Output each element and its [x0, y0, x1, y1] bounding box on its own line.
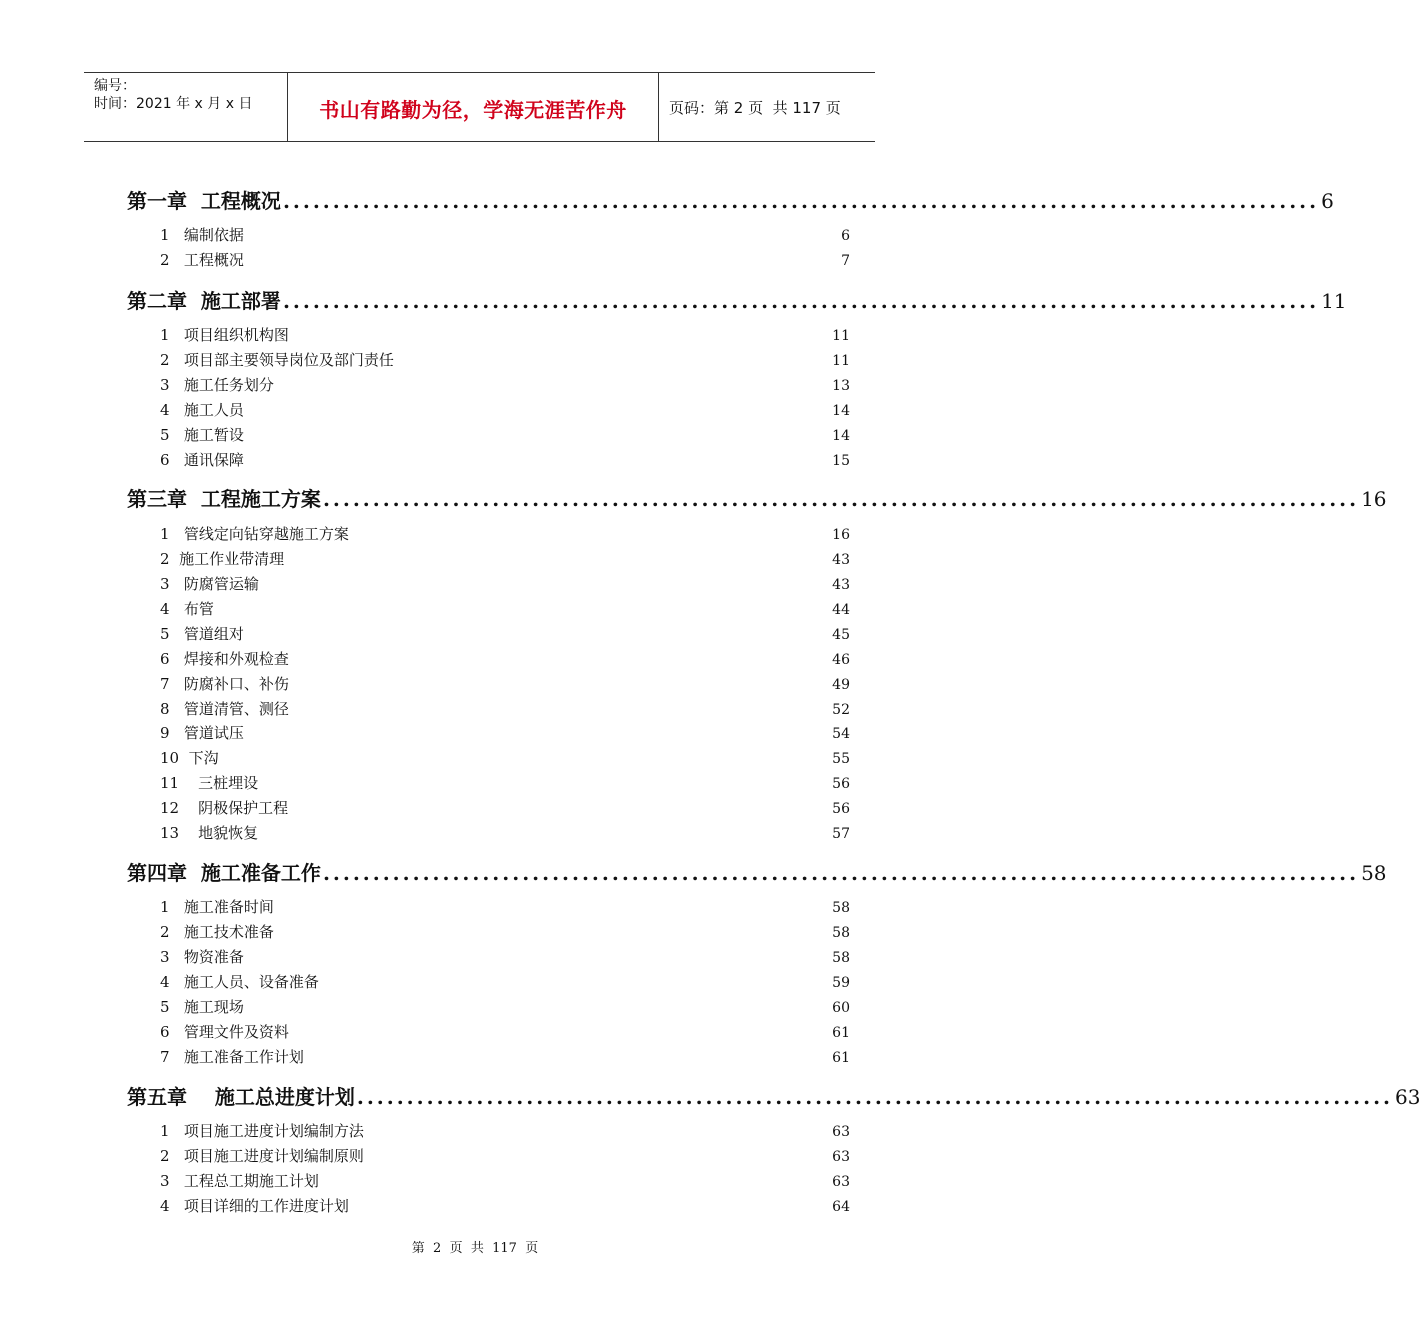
- toc-chapter-title: 第五章 施工总进度计划: [127, 1085, 355, 1109]
- toc-chapter-page: 6: [1321, 189, 1334, 213]
- toc-entry-title: 3 物资准备: [160, 948, 244, 966]
- toc-entry[interactable]: [160, 673, 850, 693]
- toc-entry-page: 58: [832, 950, 850, 966]
- toc-entry-page: 14: [832, 428, 850, 444]
- toc-entry-page: 49: [832, 677, 850, 693]
- toc-entry-page: 11: [832, 328, 850, 344]
- toc-entry[interactable]: [160, 1046, 850, 1066]
- header-page-cell: [659, 73, 875, 141]
- toc-entry[interactable]: [160, 797, 850, 817]
- toc-chapter[interactable]: [127, 1081, 1420, 1109]
- toc-entry[interactable]: [160, 896, 850, 916]
- toc-entry-page: 58: [832, 925, 850, 941]
- toc-entry[interactable]: [160, 623, 850, 643]
- toc-entry[interactable]: [160, 573, 850, 593]
- document-time-label: 时间：2021 年 x 月 x 日: [94, 96, 253, 112]
- toc-entry[interactable]: [160, 1195, 850, 1215]
- toc-entry-page: 57: [832, 826, 850, 842]
- toc-chapter-title: 第一章 工程概况: [127, 189, 281, 213]
- header-page-label: 页码：第 2 页 共 117 页: [669, 98, 841, 117]
- toc-entry-page: 16: [832, 527, 850, 543]
- toc-entry-page: 54: [832, 726, 850, 742]
- toc-chapter[interactable]: [127, 185, 1334, 213]
- dot-leader: ........................................................................................................: [322, 861, 1360, 885]
- toc-entry[interactable]: [160, 399, 850, 419]
- toc-entry[interactable]: [160, 449, 850, 469]
- toc-entry-page: 61: [832, 1050, 850, 1066]
- toc-entry-title: 13 地貌恢复: [160, 824, 259, 842]
- toc-entry-title: 4 施工人员: [160, 401, 244, 419]
- toc-entry-page: 7: [841, 253, 850, 269]
- header-meta: [84, 73, 287, 141]
- toc-entry-page: 11: [832, 353, 850, 369]
- toc-entry-title: 5 施工暂设: [160, 426, 244, 444]
- toc-entry-page: 6: [841, 228, 850, 244]
- toc-entry[interactable]: [160, 224, 850, 244]
- toc-entry-page: 63: [832, 1124, 850, 1140]
- toc-entry[interactable]: [160, 349, 850, 369]
- toc-chapter-title: 第二章 施工部署: [127, 289, 281, 313]
- toc-entry[interactable]: [160, 772, 850, 792]
- toc-entry-title: 1 编制依据: [160, 226, 244, 244]
- toc-entry-page: 56: [832, 801, 850, 817]
- toc-entry[interactable]: [160, 324, 850, 344]
- toc-entry-title: 1 管线定向钻穿越施工方案: [160, 525, 349, 543]
- toc-entry-page: 44: [832, 602, 850, 618]
- toc-entry-page: 13: [832, 378, 850, 394]
- toc-entry-title: 1 项目组织机构图: [160, 326, 289, 344]
- toc-entry[interactable]: [160, 698, 850, 718]
- header-motto-cell: [287, 73, 659, 141]
- toc-entry-title: 2 施工作业带清理: [160, 550, 285, 568]
- toc-chapter[interactable]: [127, 285, 1347, 313]
- dot-leader: ........................................................................................................: [322, 487, 1360, 511]
- toc-chapter-page: 16: [1361, 487, 1387, 511]
- document-number-label: 编号：: [94, 78, 136, 94]
- toc-entry[interactable]: [160, 1120, 850, 1140]
- toc-entry[interactable]: [160, 1145, 850, 1165]
- toc-entry-page: 60: [832, 1000, 850, 1016]
- toc-entry[interactable]: [160, 921, 850, 941]
- toc-entry[interactable]: [160, 548, 850, 568]
- toc-entry-title: 7 防腐补口、补伤: [160, 675, 289, 693]
- toc-entry-title: 6 焊接和外观检查: [160, 650, 289, 668]
- dot-leader: ........................................................................................................: [356, 1085, 1393, 1109]
- toc-entry[interactable]: [160, 722, 850, 742]
- toc-entry[interactable]: [160, 648, 850, 668]
- toc-entry[interactable]: [160, 598, 850, 618]
- toc-entry-page: 59: [832, 975, 850, 991]
- toc-entry[interactable]: [160, 747, 850, 767]
- toc-chapter-page: 63: [1395, 1085, 1420, 1109]
- toc-entry-page: 52: [832, 702, 850, 718]
- toc-entry-title: 5 管道组对: [160, 625, 244, 643]
- toc-chapter-title: 第四章 施工准备工作: [127, 861, 321, 885]
- toc-entry-title: 12 阴极保护工程: [160, 799, 289, 817]
- toc-entry-title: 4 施工人员、设备准备: [160, 973, 319, 991]
- toc-entry-title: 2 项目部主要领导岗位及部门责任: [160, 351, 394, 369]
- toc-entry-page: 46: [832, 652, 850, 668]
- toc-entry-title: 3 施工任务划分: [160, 376, 274, 394]
- toc-entry-title: 11 三桩埋设: [160, 774, 259, 792]
- dot-leader: ........................................................................................................: [282, 289, 1320, 313]
- toc-entry[interactable]: [160, 374, 850, 394]
- toc-entry-page: 14: [832, 403, 850, 419]
- toc-entry-page: 43: [832, 577, 850, 593]
- dot-leader: ........................................................................................................: [282, 189, 1320, 213]
- toc-entry-title: 1 施工准备时间: [160, 898, 274, 916]
- toc-entry-page: 56: [832, 776, 850, 792]
- toc-entry-page: 61: [832, 1025, 850, 1041]
- toc-chapter[interactable]: [127, 483, 1387, 511]
- toc-chapter-page: 11: [1321, 289, 1347, 313]
- toc-entry-title: 6 通讯保障: [160, 451, 244, 469]
- toc-entry-title: 4 布管: [160, 600, 214, 618]
- toc-entry[interactable]: [160, 996, 850, 1016]
- toc-entry[interactable]: [160, 822, 850, 842]
- toc-entry-page: 64: [832, 1199, 850, 1215]
- page-header: [84, 72, 875, 142]
- toc-entry[interactable]: [160, 946, 850, 966]
- toc-entry-page: 63: [832, 1149, 850, 1165]
- toc-entry[interactable]: [160, 424, 850, 444]
- toc-entry-title: 3 防腐管运输: [160, 575, 259, 593]
- footer-page-number: 第 2 页 共 117 页: [411, 1241, 539, 1256]
- toc-chapter-page: 58: [1361, 861, 1387, 885]
- toc-entry-page: 58: [832, 900, 850, 916]
- toc-entry[interactable]: [160, 523, 850, 543]
- toc-entry-title: 9 管道试压: [160, 724, 244, 742]
- toc-entry-page: 55: [832, 751, 850, 767]
- header-motto: 书山有路勤为径，学海无涯苦作舟: [319, 97, 627, 122]
- toc-entry-title: 10 下沟: [160, 749, 219, 767]
- toc-entry[interactable]: [160, 249, 850, 269]
- toc-entry-title: 1 项目施工进度计划编制方法: [160, 1122, 364, 1140]
- toc-chapter-title: 第三章 工程施工方案: [127, 487, 321, 511]
- toc-entry-page: 63: [832, 1174, 850, 1190]
- toc-entry-page: 43: [832, 552, 850, 568]
- toc-entry[interactable]: [160, 1021, 850, 1041]
- toc-entry-title: 8 管道清管、测径: [160, 700, 289, 718]
- toc-chapter[interactable]: [127, 857, 1387, 885]
- page-footer: [0, 1237, 950, 1256]
- toc-entry-page: 15: [832, 453, 850, 469]
- toc-entry-title: 7 施工准备工作计划: [160, 1048, 304, 1066]
- toc-entry-title: 2 工程概况: [160, 251, 244, 269]
- toc-entry[interactable]: [160, 1170, 850, 1190]
- toc-entry-page: 45: [832, 627, 850, 643]
- toc-entry[interactable]: [160, 971, 850, 991]
- toc-entry-title: 3 工程总工期施工计划: [160, 1172, 319, 1190]
- toc-entry-title: 6 管理文件及资料: [160, 1023, 289, 1041]
- toc-entry-title: 4 项目详细的工作进度计划: [160, 1197, 349, 1215]
- toc-entry-title: 2 项目施工进度计划编制原则: [160, 1147, 364, 1165]
- toc-entry-title: 5 施工现场: [160, 998, 244, 1016]
- toc-entry-title: 2 施工技术准备: [160, 923, 274, 941]
